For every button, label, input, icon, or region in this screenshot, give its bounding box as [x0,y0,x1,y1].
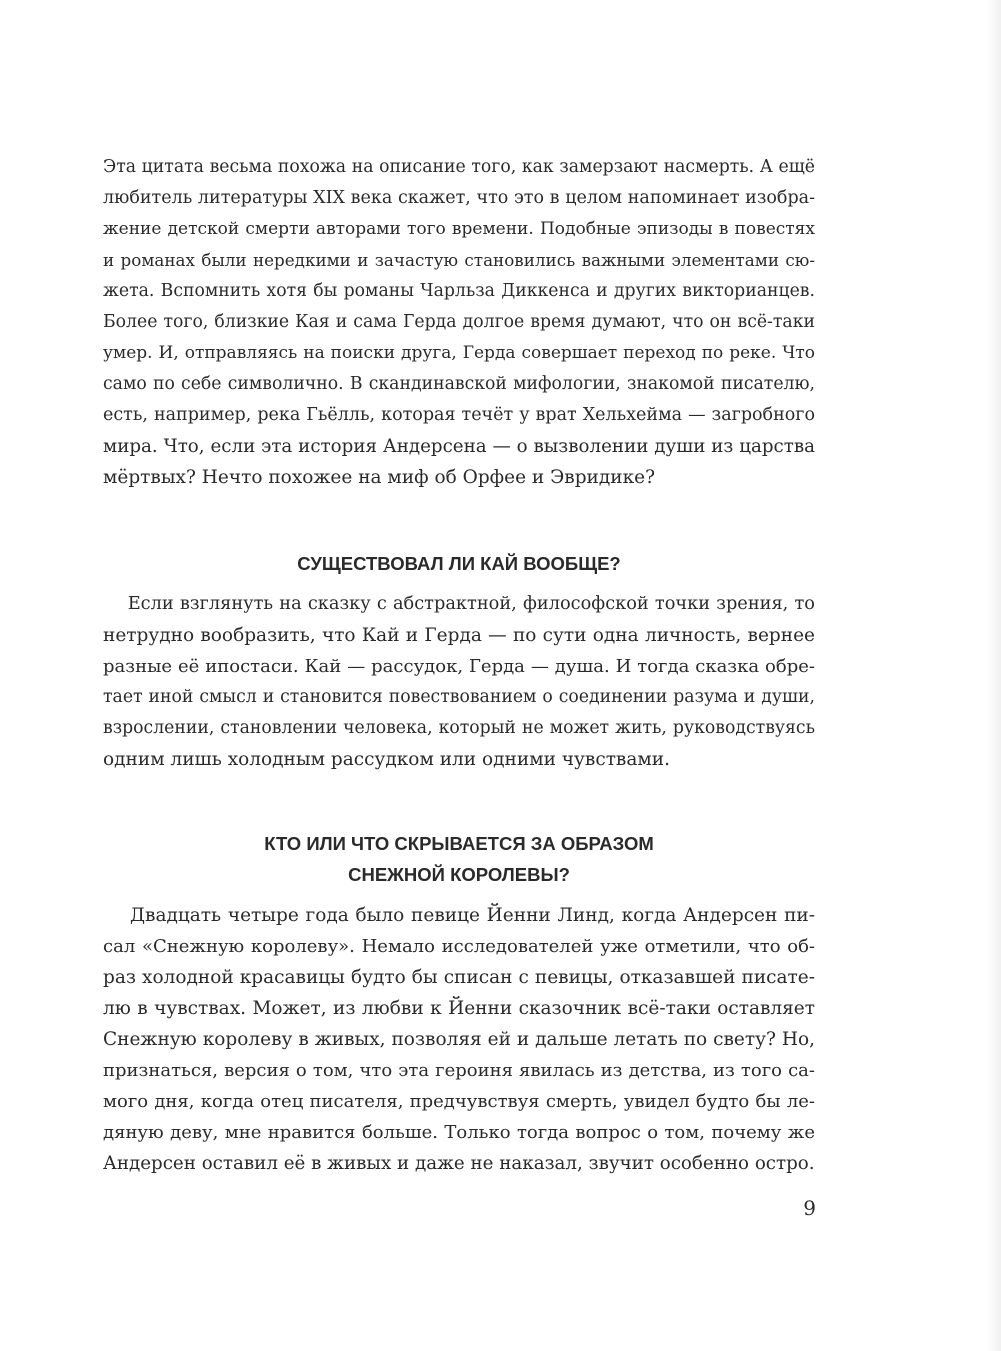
text-line: любитель литературы XIX века скажет, что это в целом напоминает изобра- [103,188,815,208]
section-heading-2 [103,828,815,890]
text-line: нетрудно вообразить, что Кай и Герда — по сути одна личность, вернее [103,625,815,646]
text-line: взрослении, становлении человека, который не может жить, руководствуясь [103,718,815,738]
paragraph-1 [103,152,815,493]
page-number: 9 [803,1196,816,1220]
heading-line: СНЕЖНОЙ КОРОЛЕВЫ? [348,864,570,885]
text-line: само по себе символично. В скандинавской мифологии, знакомой писателю, [103,374,815,394]
heading-line: КТО ИЛИ ЧТО СКРЫВАЕТСЯ ЗА ОБРАЗОМ [264,833,654,854]
text-line: тает иной смысл и становится повествованием о соединении разума и души, [103,687,815,707]
text-line: одним лишь холодным рассудком или одними чувствами. [103,749,670,770]
page-edge-shadow [987,0,1001,1351]
text-line: и романах были нередкими и зачастую становились важными элементами сю- [103,250,815,270]
text-line: разные её ипостаси. Кай — рассудок, Герда — душа. И тогда сказка обре- [103,656,815,677]
heading-line: СУЩЕСТВОВАЛ ЛИ КАЙ ВООБЩЕ? [297,553,621,574]
text-line: признаться, версия о том, что эта героиня явилась из детства, из того са- [103,1060,815,1081]
text-line: Снежную королеву в живых, позволяя ей и дальше летать по свету? Но, [103,1029,815,1050]
text-line: есть, например, река Гьёлль, которая течёт у врат Хельхейма — загробного [103,405,815,425]
text-line: Более того, близкие Кая и сама Герда долгое время думают, что он всё-таки [103,312,815,332]
text-line: раз холодной красавицы будто бы списан с певицы, отказавшей писате- [103,967,815,988]
text-line: жета. Вспомнить хотя бы романы Чарльза Диккенса и других викторианцев. [103,281,815,301]
text-line: дяную деву, мне нравится больше. Только тогда вопрос о том, почему же [103,1122,815,1143]
section-heading-1 [103,548,815,579]
text-line: Эта цитата весьма похожа на описание того, как замерзают насмерть. А ещё [103,157,815,177]
text-line: лю в чувствах. Может, из любви к Йенни сказочник всё-таки оставляет [103,998,815,1019]
text-line: Двадцать четыре года было певице Йенни Линд, когда Андерсен пи- [103,905,815,926]
text-line: мёртвых? Нечто похожее на миф об Орфее и Эвридике? [103,467,656,488]
paragraph-3 [103,900,815,1179]
text-line: мого дня, когда отец писателя, предчувствуя смерть, увидел будто бы ле- [103,1091,815,1112]
text-line: мира. Что, если эта история Андерсена — о вызволении души из царства [103,436,815,457]
text-line: умер. И, отправляясь на поиски друга, Герда совершает переход по реке. Что [103,343,815,363]
text-line: Если взглянуть на сказку с абстрактной, философской точки зрения, то [103,594,815,614]
paragraph-2 [103,589,815,775]
text-line: жение детской смерти авторами того времени. Подобные эпизоды в повестях [103,219,815,239]
text-line: Андерсен оставил её в живых и даже не наказал, звучит особенно остро. [103,1153,815,1174]
text-line: сал «Снежную королеву». Немало исследователей уже отметили, что об- [103,936,815,957]
